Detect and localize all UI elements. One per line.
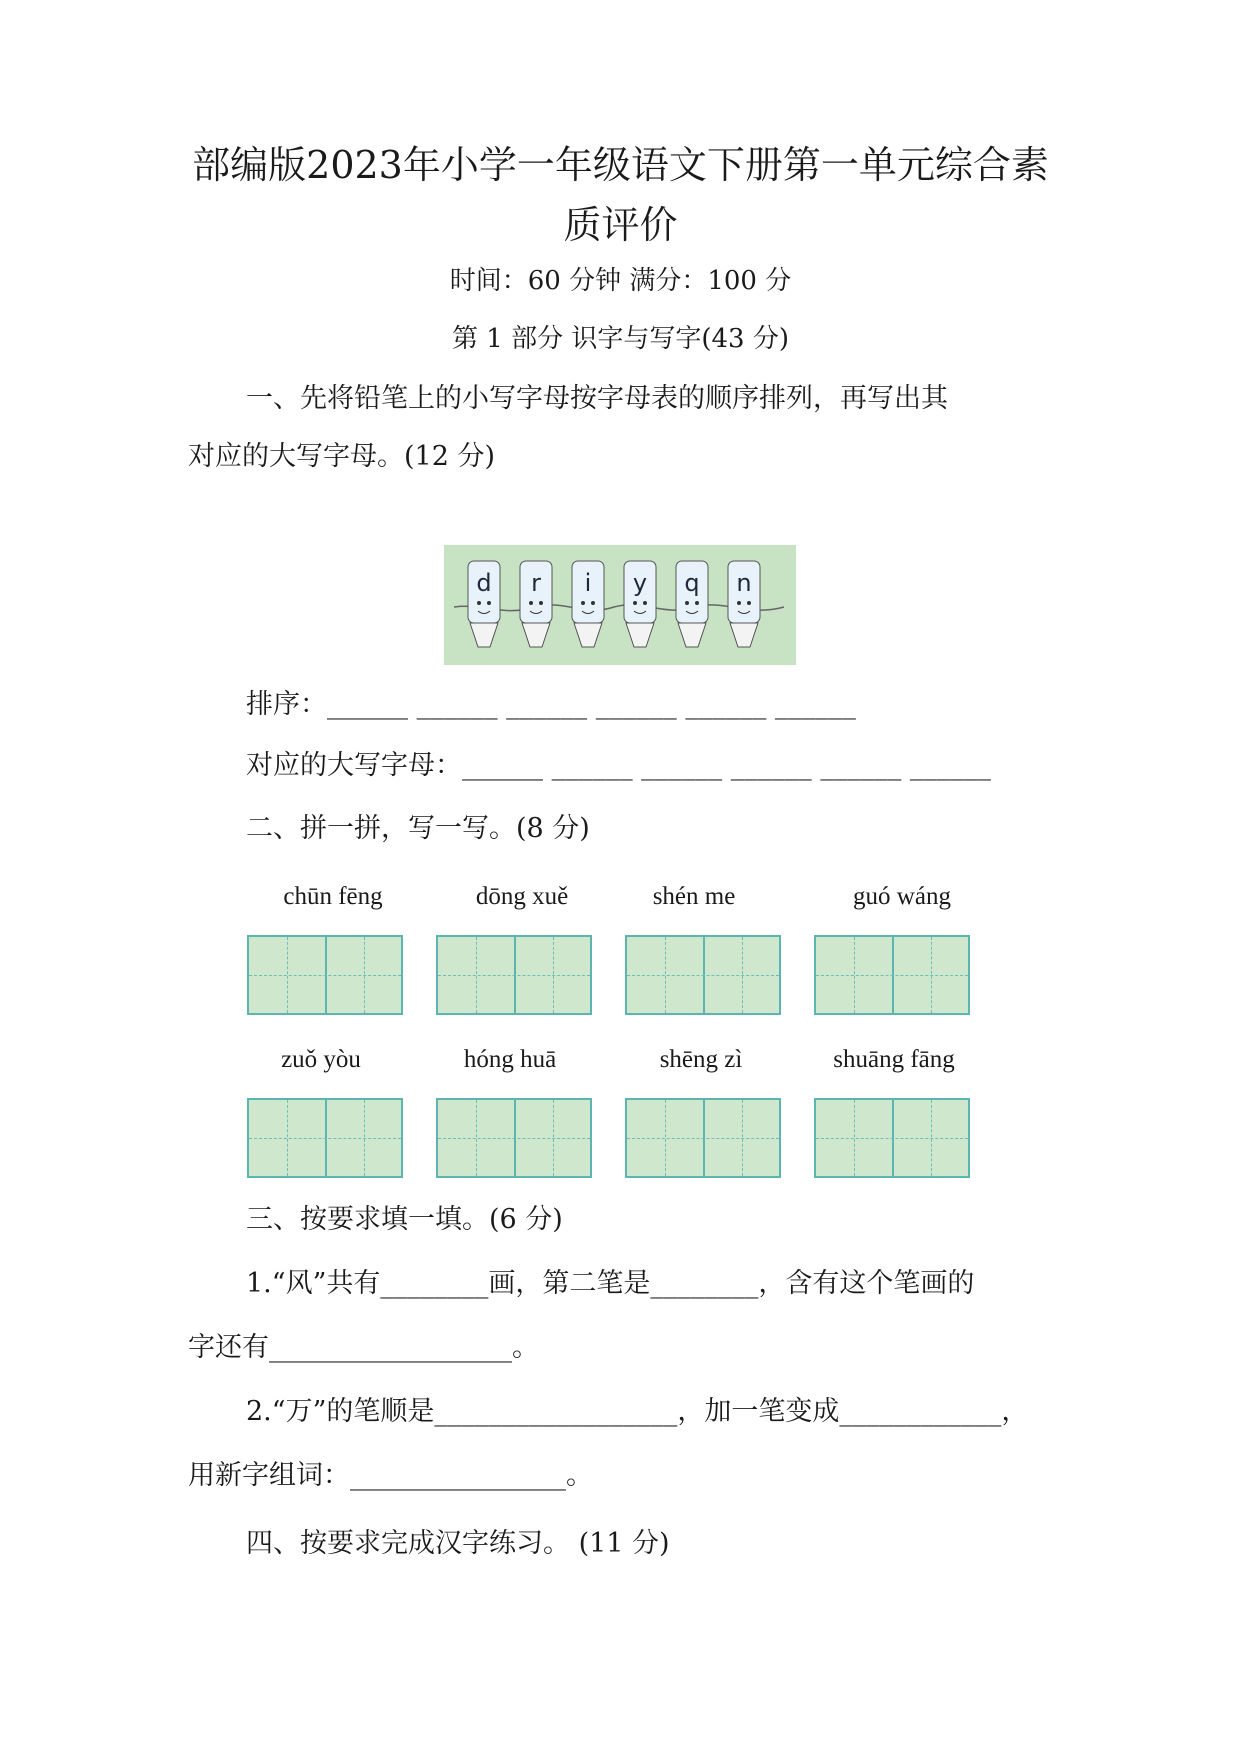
pencil — [620, 559, 660, 655]
q3-item2-line1: 2.“万”的笔顺是__________________，加一笔变成____________， — [246, 1396, 1029, 1427]
writing-grid[interactable] — [814, 1098, 970, 1178]
pinyin-label: dōng xuě — [475, 883, 569, 910]
q3-item1-line2: 字还有__________________。 — [188, 1332, 539, 1363]
pencil — [672, 559, 712, 655]
pinyin-label: shén me — [652, 883, 736, 910]
pencil-letter: d — [476, 569, 492, 597]
q3-heading: 三、按要求填一填。(6 分) — [246, 1204, 563, 1235]
writing-grid[interactable] — [436, 935, 592, 1015]
q4-heading: 四、按要求完成汉字练习。 (11 分) — [246, 1528, 670, 1559]
pinyin-label: chūn fēng — [283, 883, 383, 910]
pinyin-label: hóng huā — [463, 1046, 557, 1073]
page-title-line1: 部编版2023年小学一年级语文下册第一单元综合素 — [192, 143, 1049, 187]
q3-item1-line1: 1.“风”共有________画，第二笔是________，含有这个笔画的 — [246, 1268, 975, 1299]
q2-heading: 二、拼一拼，写一写。(8 分) — [246, 813, 590, 844]
exam-time-score: 时间：60 分钟 满分：100 分 — [449, 266, 792, 296]
part1-heading: 第 1 部分 识字与写字(43 分) — [452, 324, 789, 354]
pencil — [464, 559, 504, 655]
page-title-line2: 质评价 — [563, 203, 678, 247]
pencil — [516, 559, 556, 655]
pencil-letter: y — [632, 569, 648, 597]
pencils-picture — [444, 545, 796, 665]
pencil-letter: i — [584, 569, 592, 597]
writing-grid[interactable] — [625, 1098, 781, 1178]
pinyin-label: shēng zì — [659, 1046, 743, 1073]
writing-grid[interactable] — [247, 935, 403, 1015]
writing-grid[interactable] — [625, 935, 781, 1015]
pencil — [724, 559, 764, 655]
pinyin-label: shuāng fāng — [833, 1046, 955, 1073]
q1-sort-row: 排序：______ ______ ______ ______ ______ ______ — [246, 689, 856, 720]
q1-uppercase-row: 对应的大写字母：______ ______ ______ ______ ______ ______ — [246, 750, 991, 781]
q3-item2-line2: 用新字组词：________________。 — [188, 1460, 593, 1491]
pencil-letter: q — [684, 569, 700, 597]
pencil-letter: r — [531, 569, 541, 597]
q1-prompt-line1: 一、先将铅笔上的小写字母按字母表的顺序排列，再写出其 — [246, 383, 948, 414]
writing-grid[interactable] — [247, 1098, 403, 1178]
pinyin-label: guó wáng — [853, 883, 951, 910]
pencil-letter: n — [736, 569, 752, 597]
writing-grid[interactable] — [814, 935, 970, 1015]
q1-prompt-line2: 对应的大写字母。(12 分) — [188, 441, 496, 472]
pinyin-label: zuǒ yòu — [281, 1046, 361, 1073]
writing-grid[interactable] — [436, 1098, 592, 1178]
pencil — [568, 559, 608, 655]
